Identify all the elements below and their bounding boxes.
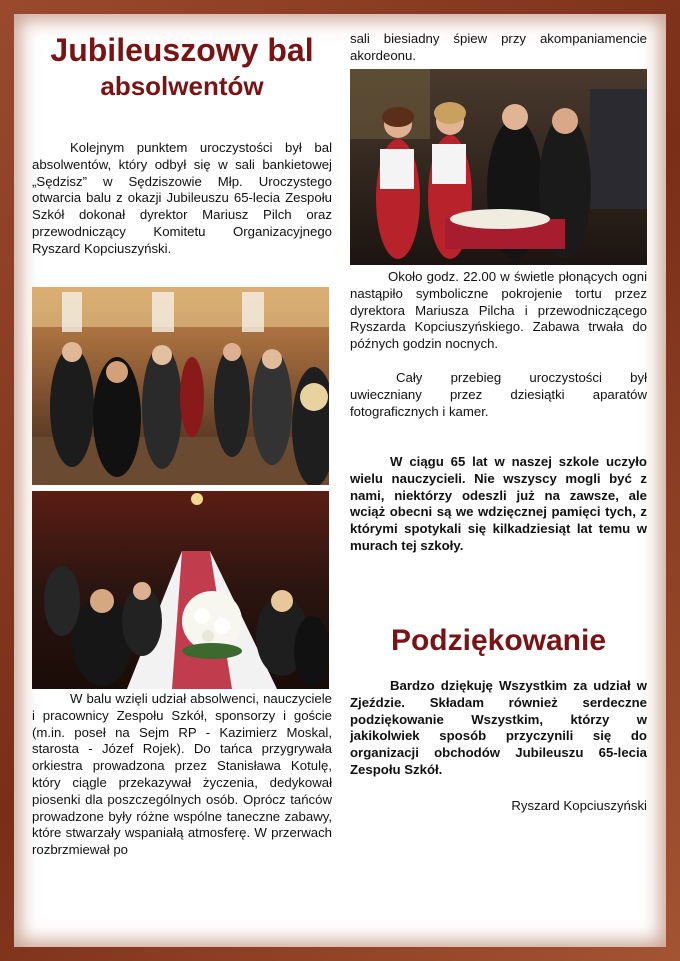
paragraph-memory: W ciągu 65 lat w naszej szkole uczyło wielu nauczycieli. Nie wszyscy mogli być z nami, niektórzy odeszli już na zawsze, ale wciąż obecni są we wdzięcznej pamięci tych, z którymi spotykali się kilkadziesiąt lat temu w murach tej szkoły. [350,454,647,553]
paragraph-photos: Cały przebieg uroczystości był uwieczniany przez dziesiątki aparatów fotograficznych i kamer. [350,370,647,419]
article-subtitle: absolwentów [100,71,264,101]
paragraph-ball: W balu wzięli udział absolwenci, nauczyciele i pracownicy Zespołu Szkół, sponsorzy i goście (m.in. poseł na Sejm RP - Kazimierz Moskal, starosta - Józef Rojek). Do tańca przygrywała orkiestra prowadzona przez Stanisława Kotulę, który ciągle przekazywał życzenia, dedykował piosenki dla poszczególnych osób. Oprócz tańców prowadzone były różne wspólne taneczne zabawy, które stwarzały wspaniałą atmosferę. W przerwach rozbrzmiewał po [32,691,332,858]
thanks-body: Bardzo dziękuję Wszystkim za udział w Zjeździe. Składam również serdeczne podziękowanie Wszystkim, którzy w jakikolwiek sposób przyczynili się do organizacji obchodów Jubileuszu 65-lecia Zespołu Szkół. [350,678,647,777]
document-page [14,14,666,947]
photo-dancing [32,287,329,485]
paragraph-intro: Kolejnym punktem uroczystości był bal absolwentów, który odbył się w sali bankietowej „Sędzisz” w Sędziszowie Młp. Uroczystego otwarcia balu z okazji Jubileuszu 65-lecia Zespołu Szkół dokonał dyrektor Mariusz Pilch oraz przewodniczący Komitetu Organizacyjnego Ryszard Kopciuszyński. [32,140,332,256]
paragraph-cake: Około godz. 22.00 w świetle płonących ogni nastąpiło symboliczne pokrojenie tortu przez dyrektora Mariusza Pilcha i przewodniczącego Ryszarda Kopciuszyńskiego. Zabawa trwała do późnych godzin nocnych. [350,269,647,352]
signature: Ryszard Kopciuszyński [511,798,647,813]
photo-cake-cutting [350,69,647,265]
thanks-title: Podziękowanie [390,624,607,657]
article-title: Jubileuszowy bal [50,32,314,68]
paragraph-continued: sali biesiadny śpiew przy akompaniamencie akordeonu. [350,31,647,63]
photo-banquet [32,491,329,689]
